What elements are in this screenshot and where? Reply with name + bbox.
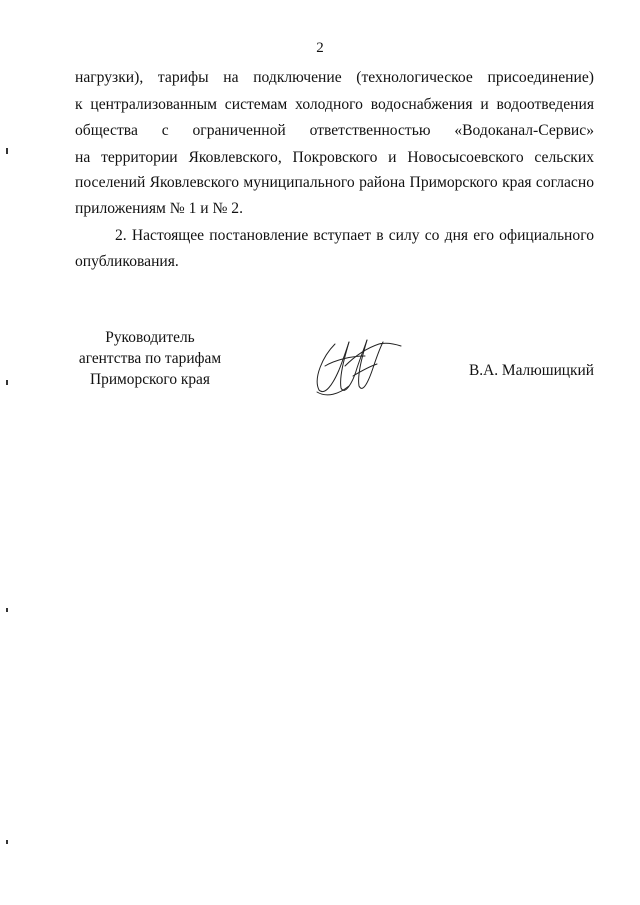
position-line-3: Приморского края [90, 371, 210, 388]
position-line-2: агентства по тарифам [78, 350, 222, 367]
body-line-3: общества с ограниченной ответственностью «Водоканал-Сервис» [75, 122, 594, 139]
scan-mark [6, 380, 8, 385]
handwritten-signature [305, 326, 405, 398]
position-line-1: Руководитель [105, 329, 195, 346]
signatory-name: В.А. Малюшицкий [468, 362, 594, 379]
page-number: 2 [316, 40, 324, 56]
signatory-position [60, 327, 240, 390]
body-line-6: приложениям № 1 и № 2. [75, 200, 243, 217]
body-line-4: на территории Яковлевского, Покровского и Новосысоевского сельских [75, 149, 594, 166]
body-line-5: поселений Яковлевского муниципального района Приморского края согласно [75, 174, 594, 191]
scan-mark [6, 608, 8, 612]
body-line-1: нагрузки), тарифы на подключение (технологическое присоединение) [75, 69, 594, 86]
body-line-2: к централизованным системам холодного водоснабжения и водоотведения [75, 96, 594, 113]
paragraph-2-line-2: опубликования. [75, 253, 179, 270]
scan-mark [6, 840, 8, 844]
scan-mark [6, 148, 8, 154]
paragraph-2-line-1: 2. Настоящее постановление вступает в силу со дня его официального [115, 227, 594, 244]
